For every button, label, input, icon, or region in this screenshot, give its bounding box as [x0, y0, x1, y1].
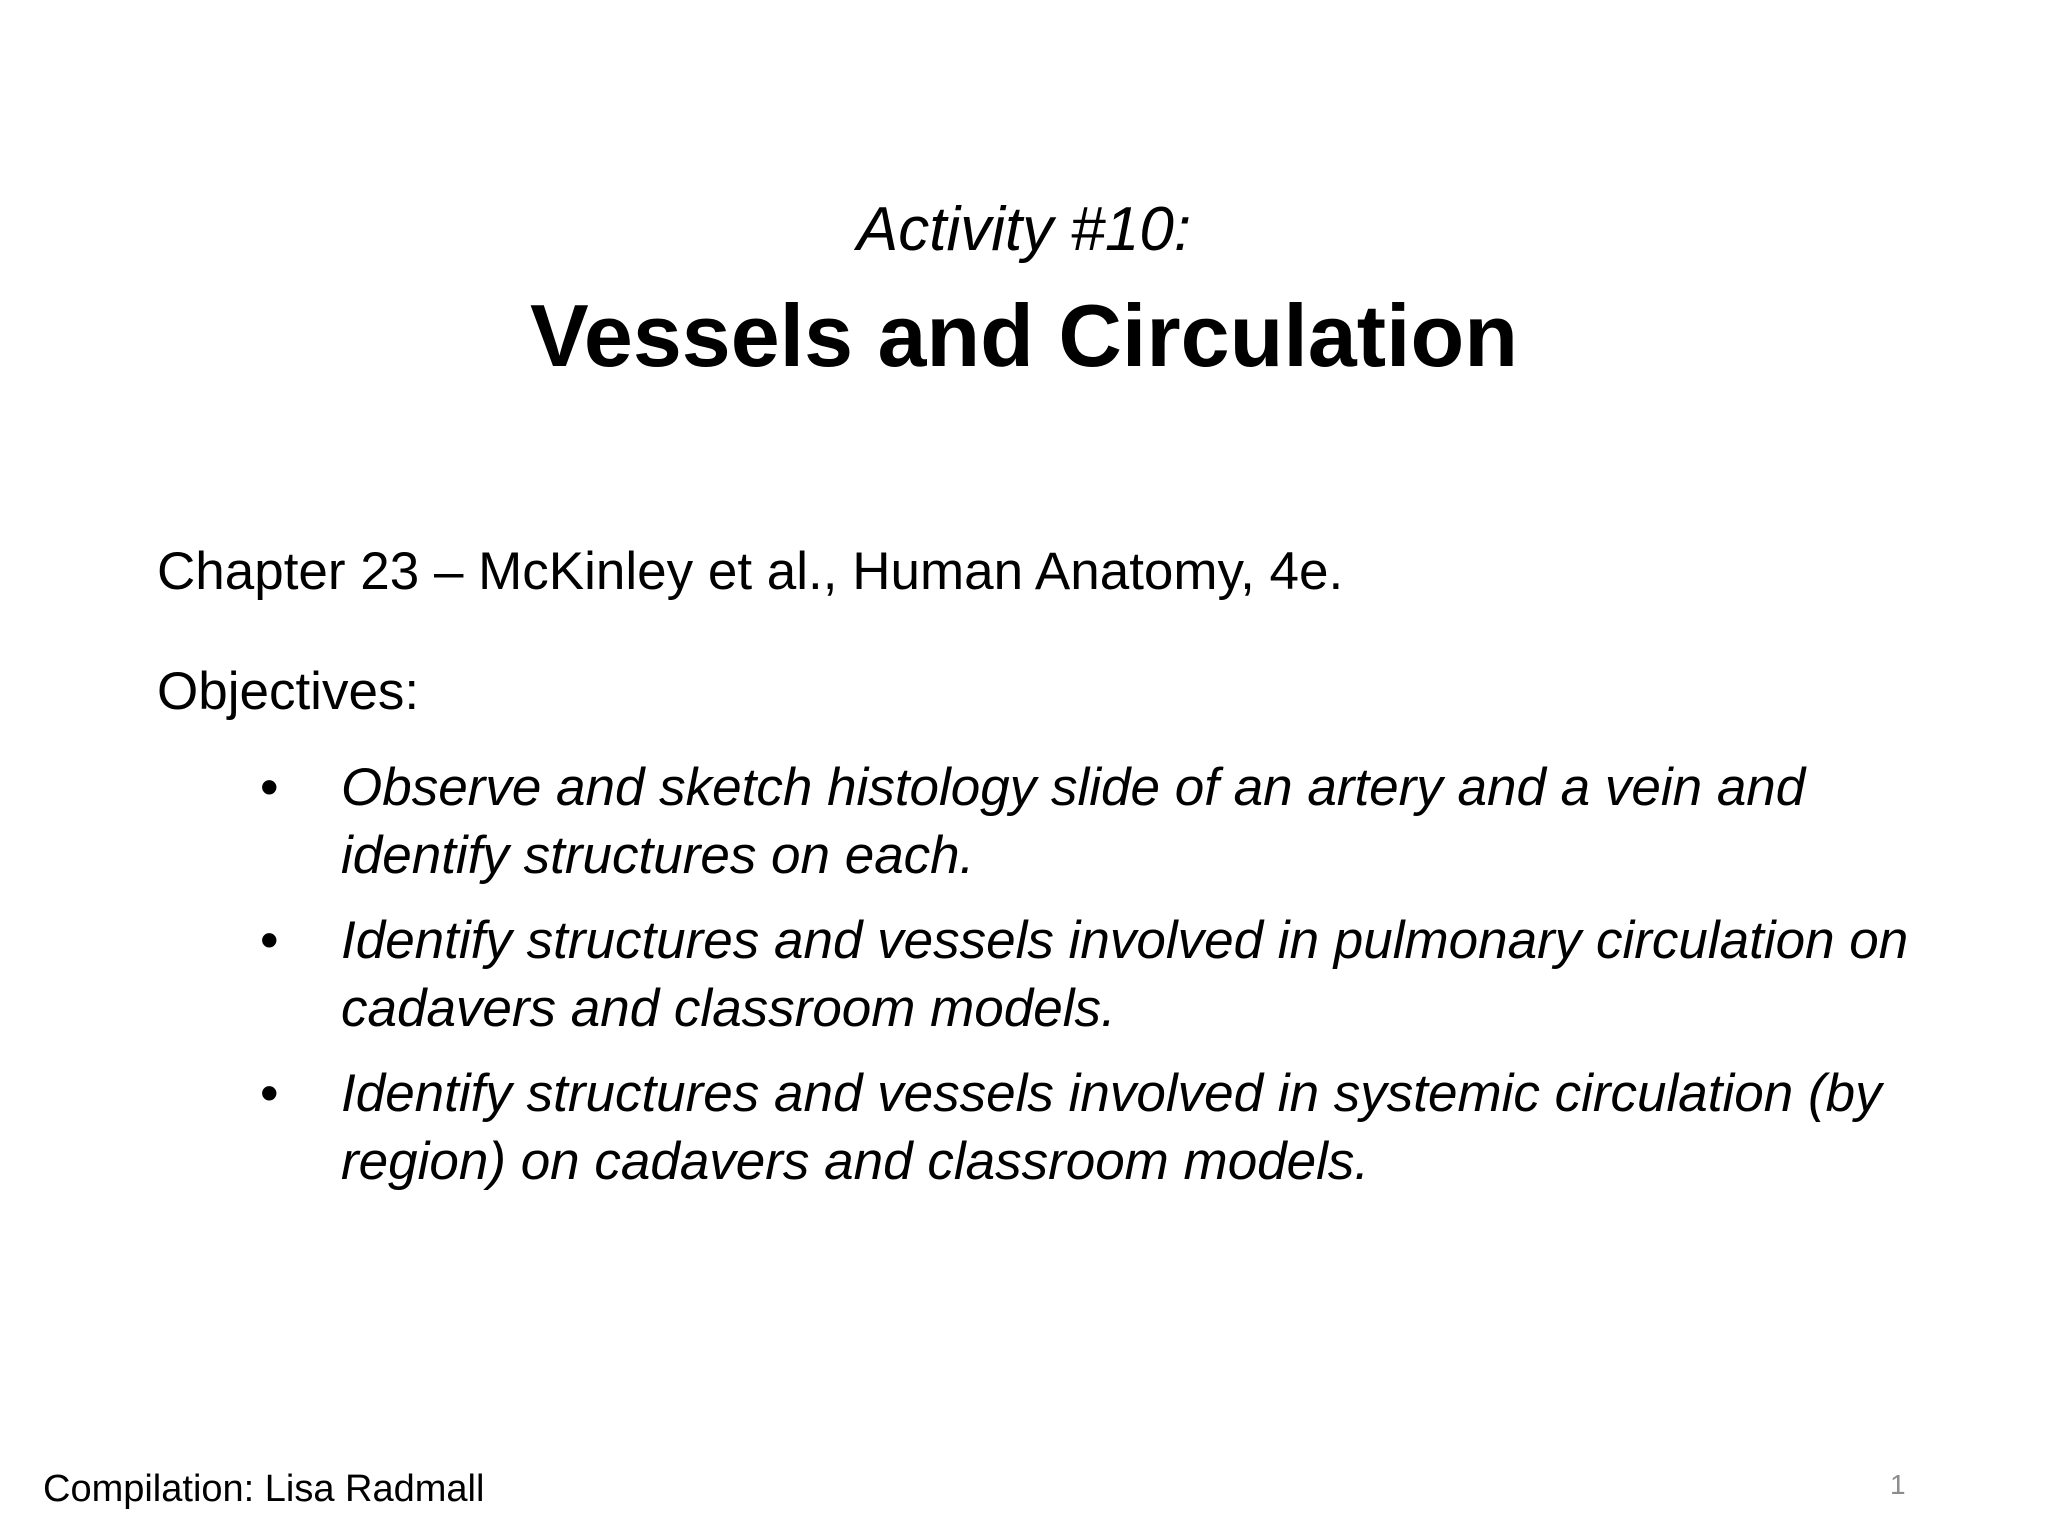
bullet-icon: • [260, 758, 279, 817]
objective-item [250, 754, 1970, 890]
activity-subtitle: Activity #10: [856, 195, 1192, 264]
footer-credit: Compilation: Lisa Radmall [43, 1468, 485, 1510]
chapter-reference: Chapter 23 – McKinley et al., Human Anatomy, 4e. [157, 542, 1344, 601]
page-number: 1 [1890, 1469, 1906, 1500]
bullet-icon: • [260, 911, 279, 970]
objective-item [250, 1060, 1970, 1196]
objective-text: Observe and sketch histology slide of an artery and a vein and identify structures on each. [341, 758, 1806, 885]
bullet-icon: • [260, 1064, 279, 1123]
objectives-label: Objectives: [157, 662, 420, 721]
slide-title: Vessels and Circulation [530, 286, 1518, 385]
objective-text: Identify structures and vessels involved in systemic circulation (by region) on cadavers and classroom models. [341, 1064, 1882, 1191]
objectives-list [250, 754, 1970, 1213]
objective-text: Identify structures and vessels involved in pulmonary circulation on cadavers and classroom models. [341, 911, 1909, 1038]
objective-item [250, 907, 1970, 1043]
